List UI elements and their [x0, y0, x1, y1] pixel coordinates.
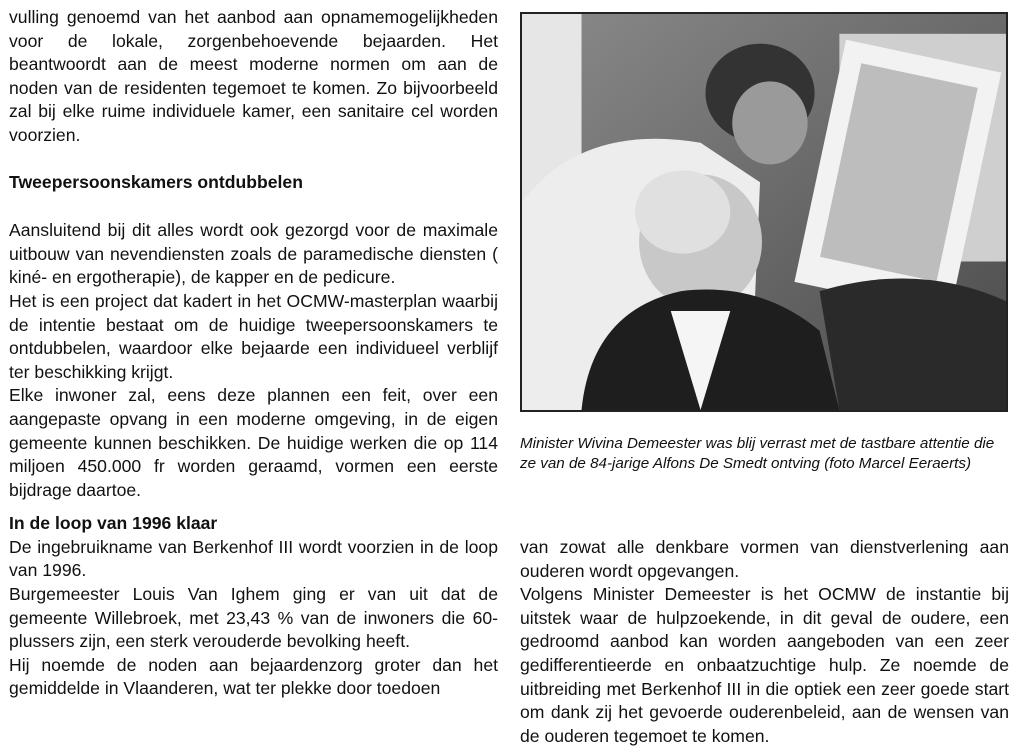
paragraph-masterplan: Het is een project dat kadert in het OCMW-masterplan waarbij de intentie bestaat om de huidige tweepersoonskamers te ontdubbelen, waardoor elke bejaarde een individueel verblijf ter beschikking krijgt.: [9, 290, 498, 382]
paragraph-noden: Hij noemde de noden aan bejaardenzorg groter dan het gemiddelde in Vlaanderen, wat ter plekke door toedoen: [9, 654, 498, 699]
photo-illustration: [522, 14, 1006, 410]
heading-1996-klaar: In de loop van 1996 klaar: [9, 513, 218, 534]
paragraph-minister: Volgens Minister Demeester is het OCMW de instantie bij uitstek waar de hulpzoekende, in dit geval de oudere, een gedroomd aanbod kan worden aangeboden van een zeer gedifferentieerde en onbaatzuchtige hulp. Ze noemde de uitbreiding met Berkenhof III in die optiek een zeer goede start om dank zij het gevoerde ouderenbeleid, aan de wensen van de ouderen tegemoet te komen.: [520, 584, 1009, 746]
paragraph-ingebruikname: De ingebruikname van Berkenhof III wordt voorzien in de loop van 1996.: [9, 536, 498, 581]
paragraph-dienstverlening: van zowat alle denkbare vormen van dienstverlening aan ouderen wordt opgevangen.: [520, 537, 1009, 581]
right-column: [520, 536, 1009, 748]
left-column: [9, 6, 498, 701]
heading-tweepersoonskamers: Tweepersoonskamers ontdubbelen: [9, 171, 303, 192]
caption-text: Minister Wivina Demeester was blij verrast met de tastbare attentie die ze van de 84-jarige Alfons De Smedt ontving (foto Marcel Eeraerts): [520, 435, 995, 472]
paragraph-inwoner: Elke inwoner zal, eens deze plannen een feit, over een aangepaste opvang in een moderne omgeving, in de eigen gemeente kunnen beschikken. De huidige werken die op 114 miljoen 450.000 fr worden geraamd, vormen een eerste bijdrage daartoe.: [9, 385, 498, 500]
paragraph-burgemeester: Burgemeester Louis Van Ighem ging er van uit dat de gemeente Willebroek, met 23,43 % van de inwoners die 60-plussers zijn, een sterk verouderde bevolking heeft.: [9, 584, 498, 652]
photo-image: [520, 12, 1008, 412]
paragraph-nevendiensten: Aansluitend bij dit alles wordt ook gezorgd voor de maximale uitbouw van nevendiensten zoals de paramedische diensten ( kiné- en ergotherapie), de kapper en de pedicure.: [9, 220, 498, 288]
paragraph-opening: vulling genoemd van het aanbod aan opnamemogelijkheden voor de lokale, zorgenbehoevende bejaarden. Het beantwoordt aan de meest moderne normen om aan de noden van de residenten tegemoet te komen. Zo bijvoorbeeld zal bij elke ruime individuele kamer, een sanitaire cel worden voorzien.: [9, 7, 498, 145]
photo-caption: [520, 434, 1010, 473]
